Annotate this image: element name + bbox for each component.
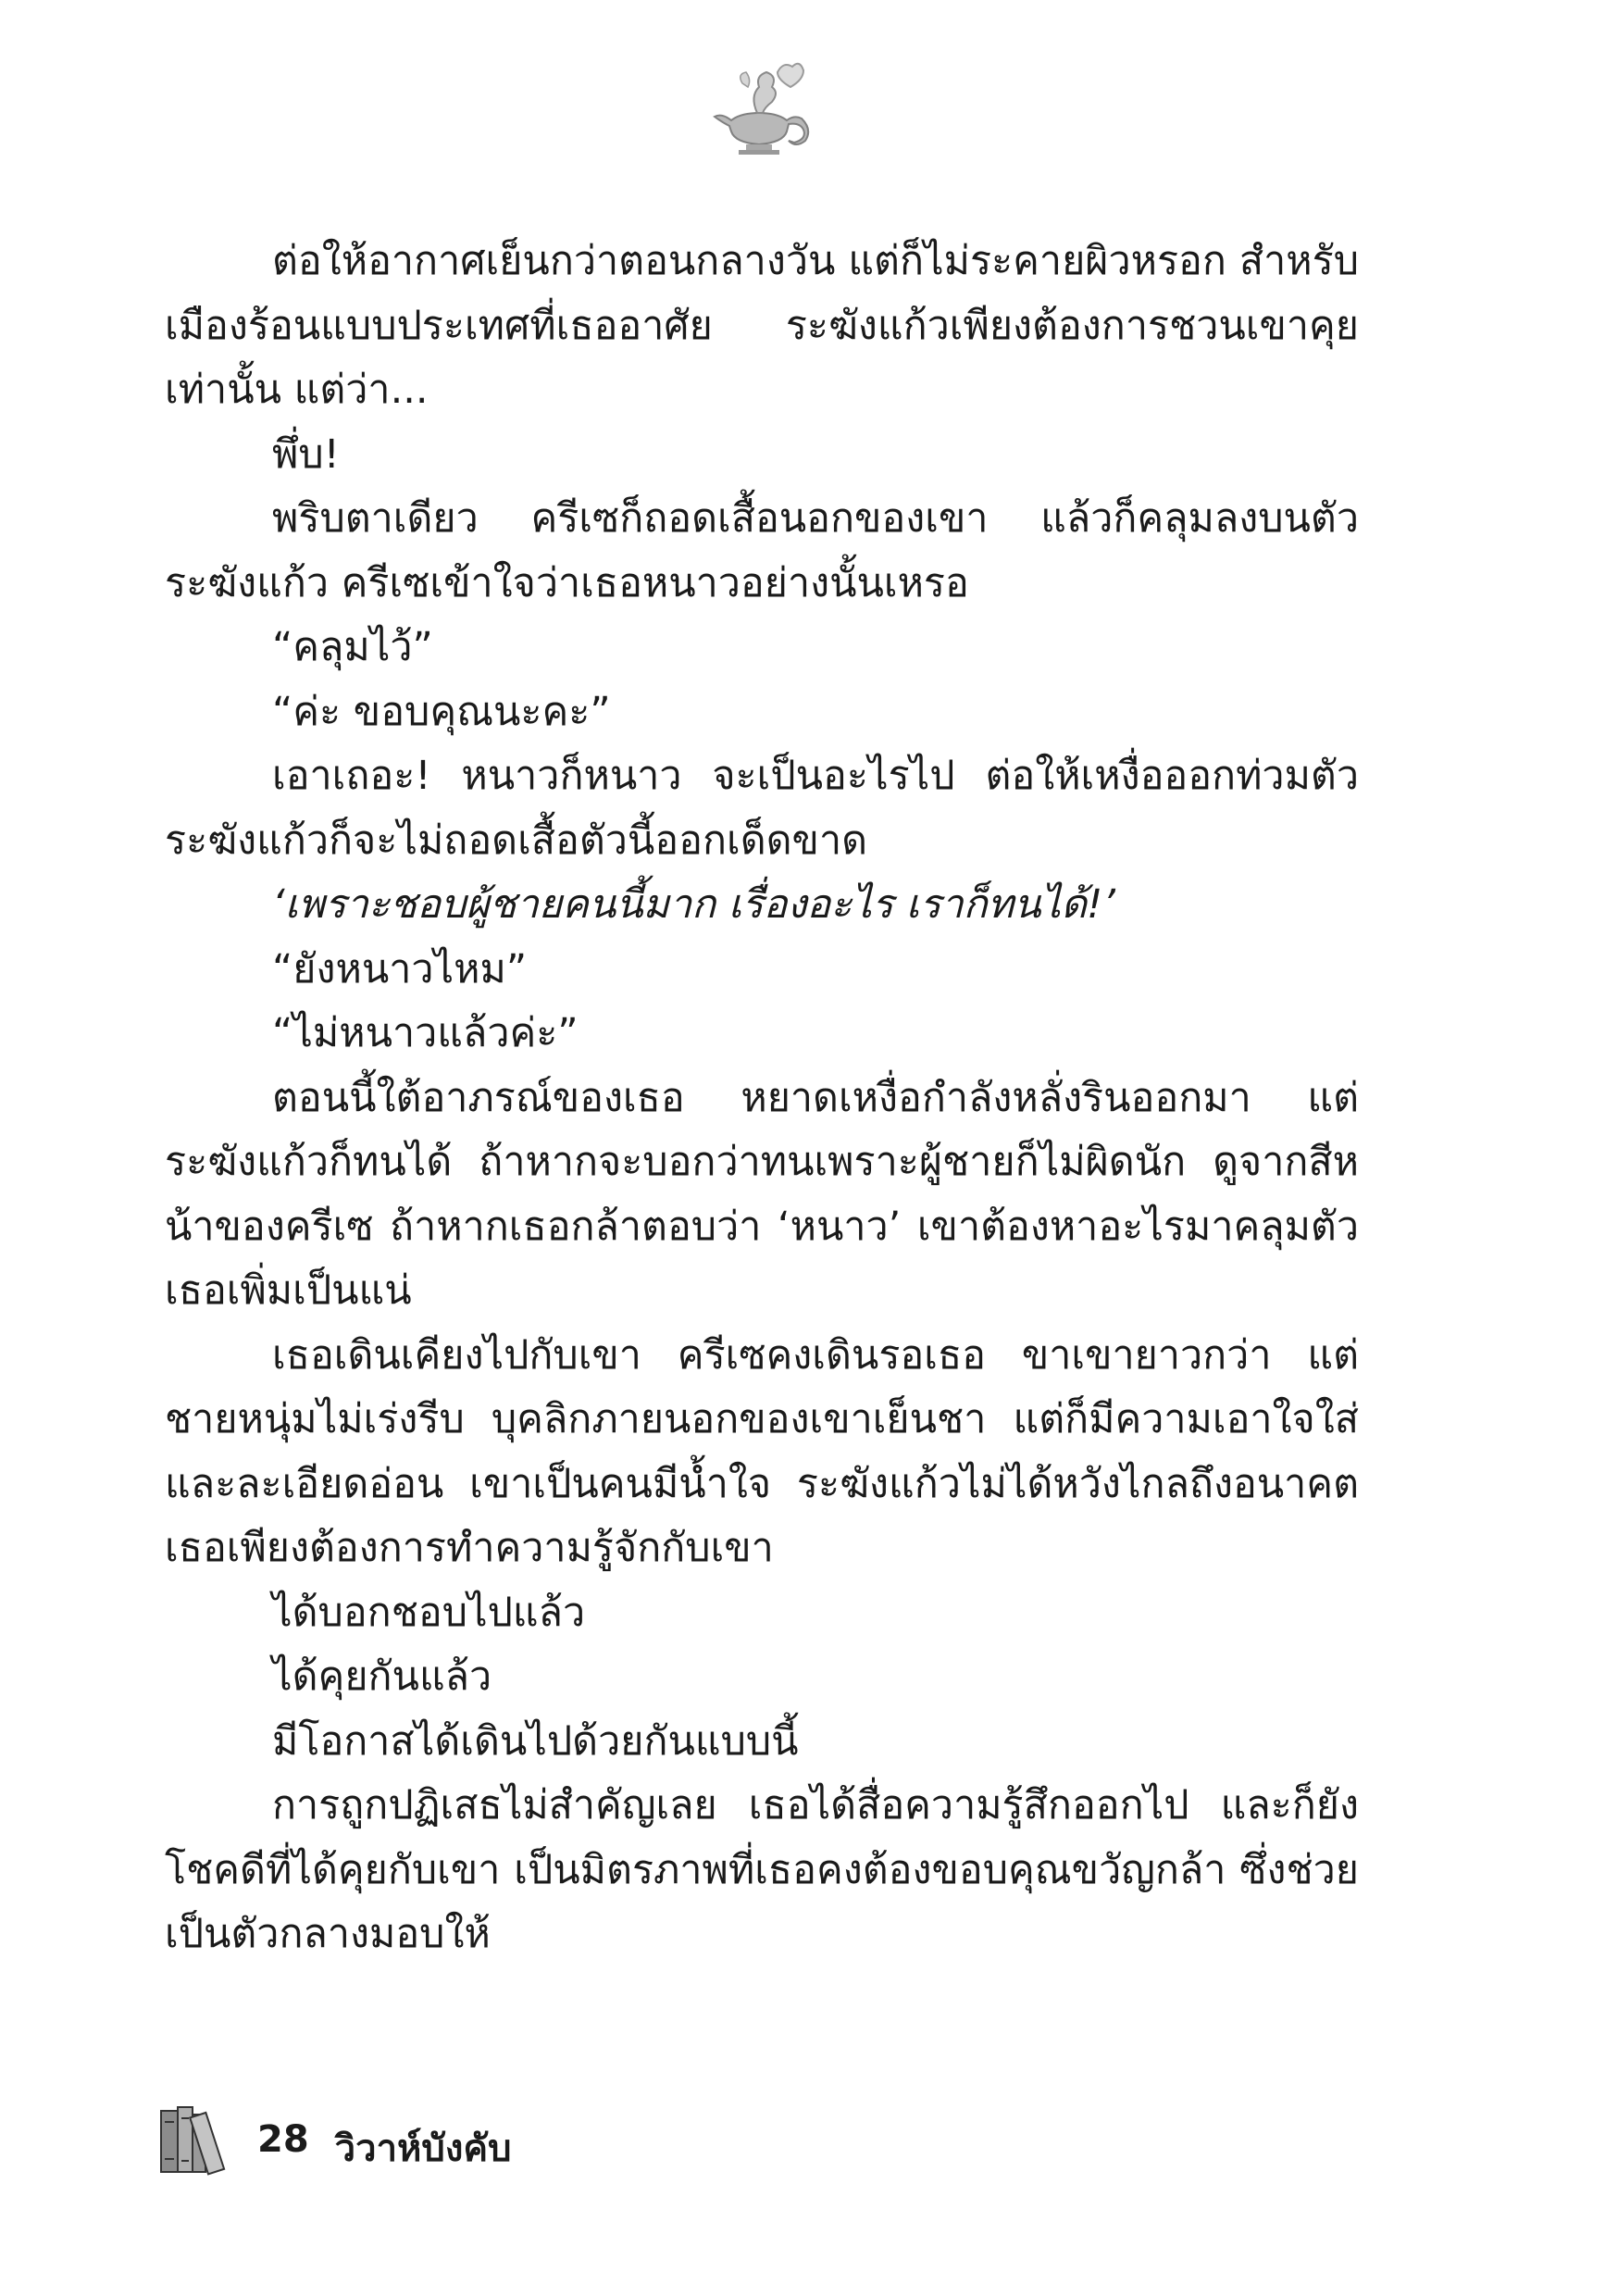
paragraph: มีโอกาสได้เดินไปด้วยกันแบบนี้ xyxy=(272,1717,799,1765)
paragraph: ต่อให้อากาศเย็นกว่าตอนกลางวัน แต่ก็ไม่ระคายผิวหรอก สำหรับเมืองร้อนแบบประเทศที่เธออาศัย ระฆังแก้วเพียงต้องการชวนเขาคุยเท่านั้น แต่ว่า... xyxy=(165,238,1359,413)
paragraph: ได้บอกชอบไปแล้ว xyxy=(272,1589,586,1636)
page-number: 28 xyxy=(257,2118,309,2161)
paragraph: ตอนนี้ใต้อาภรณ์ของเธอ หยาดเหงื่อกำลังหลั่งรินออกมา แต่ระฆังแก้วก็ทนได้ ถ้าหากจะบอกว่าทนเพราะผู้ชายก็ไม่ผิดนัก ดูจากสีหน้าของครีเซ ถ้าหากเธอกล้าตอบว่า ‘หนาว’ เขาต้องหาอะไรมาคลุมตัวเธอเพิ่มเป็นแน่ xyxy=(165,1074,1359,1314)
books-icon xyxy=(157,2103,245,2177)
paragraph: การถูกปฏิเสธไม่สำคัญเลย เธอได้สื่อความรู้สึกออกไป และก็ยังโชคดีที่ได้คุยกับเขา เป็นมิตรภาพที่เธอคงต้องขอบคุณขวัญกล้า ซึ่งช่วยเป็นตัวกลางมอบให้ xyxy=(165,1782,1359,1957)
genie-lamp-icon xyxy=(703,56,815,162)
paragraph: “ไม่หนาวแล้วค่ะ” xyxy=(272,1010,579,1056)
paragraph: ได้คุยกันแล้ว xyxy=(272,1653,492,1700)
paragraph-inner-thought: ‘เพราะชอบผู้ชายคนนี้มาก เรื่องอะไร เราก็ทนได้!’ xyxy=(272,881,1115,928)
paragraph: เอาเถอะ! หนาวก็หนาว จะเป็นอะไรไป ต่อให้เหงื่อออกท่วมตัวระฆังแก้วก็จะไม่ถอดเสื้อตัวนี้ออกเด็ดขาด xyxy=(165,753,1359,864)
paragraph: พริบตาเดียว ครีเซก็ถอดเสื้อนอกของเขา แล้วก็คลุมลงบนตัวระฆังแก้ว ครีเซเข้าใจว่าเธอหนาวอย่างนั้นเหรอ xyxy=(165,495,1359,606)
paragraph: “คลุมไว้” xyxy=(272,624,433,670)
paragraph: “ค่ะ ขอบคุณนะคะ” xyxy=(272,688,611,735)
paragraph: พึ่บ! xyxy=(272,430,340,478)
body-text xyxy=(165,230,1359,1967)
book-title: วิวาห์บังคับ xyxy=(334,2128,512,2170)
folio xyxy=(257,2118,512,2177)
paragraph: เธอเดินเคียงไปกับเขา ครีเซคงเดินรอเธอ ขาเขายาวกว่า แต่ชายหนุ่มไม่เร่งรีบ บุคลิกภายนอกของเขาเย็นชา แต่ก็มีความเอาใจใส่และละเอียดอ่อน เขาเป็นคนมีน้ำใจ ระฆังแก้วไม่ได้หวังไกลถึงอนาคต เธอเพียงต้องการทำความรู้จักกับเขา xyxy=(165,1331,1359,1571)
paragraph: “ยังหนาวไหม” xyxy=(272,945,528,992)
